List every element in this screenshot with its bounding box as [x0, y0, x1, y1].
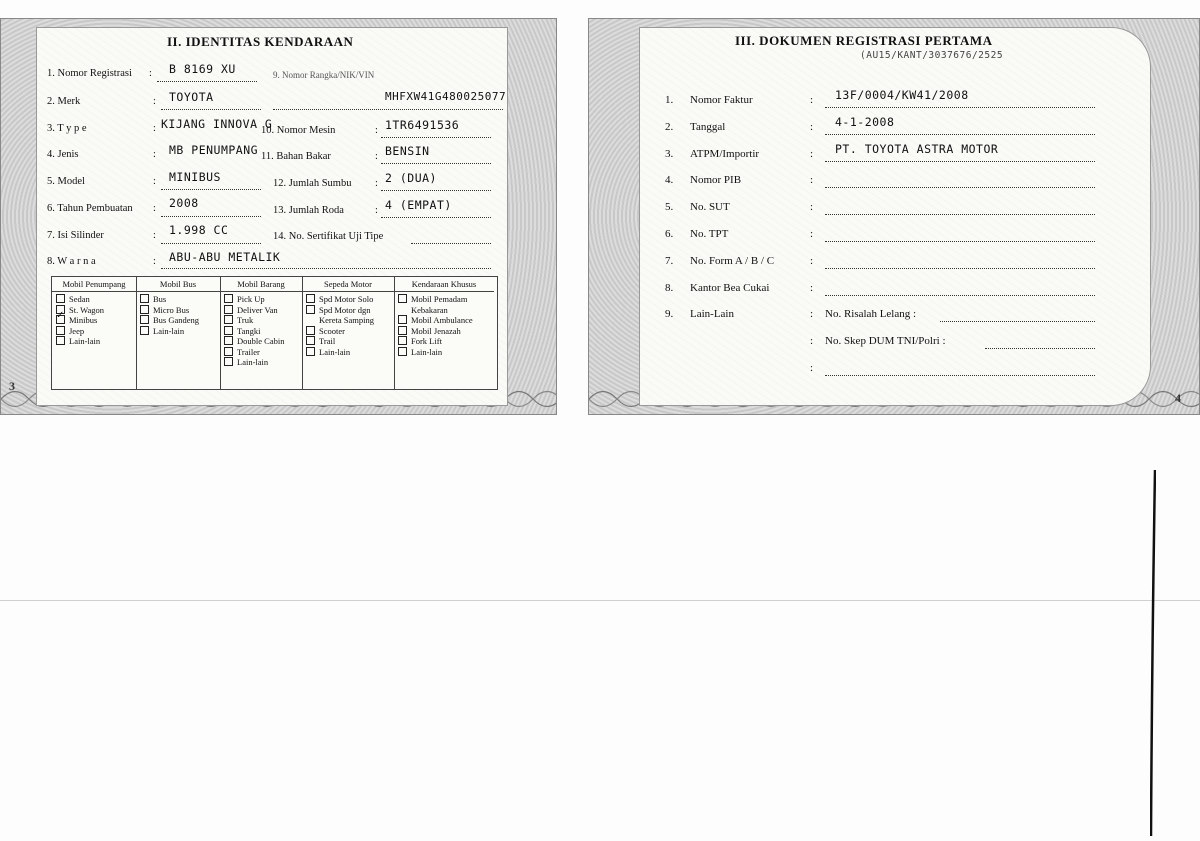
category-option	[220, 294, 302, 305]
category-option-label: Scooter	[319, 325, 345, 336]
field-label-warna: 8. W a r n a	[47, 256, 96, 267]
category-option	[220, 305, 302, 316]
colon: :	[810, 362, 814, 375]
dotted-line	[157, 81, 257, 82]
category-option-label: St. Wagon	[69, 304, 105, 315]
dotted-line	[381, 217, 491, 218]
category-header: Mobil Barang	[220, 277, 302, 292]
field-label-sertifikat-uji: 14. No. Sertifikat Uji Tipe	[273, 231, 384, 242]
category-option-label: Spd Motor Solo	[319, 294, 374, 304]
checkbox	[140, 294, 149, 303]
field-label-bahan-bakar: 11. Bahan Bakar	[261, 151, 331, 162]
category-option-label: Double Cabin	[237, 336, 285, 346]
colon: :	[810, 174, 814, 187]
colon: :	[810, 201, 814, 214]
risalah-lelang-label: No. Risalah Lelang :	[825, 308, 917, 321]
colon: :	[810, 335, 814, 348]
checkbox	[56, 326, 65, 335]
field-value-isi-silinder: 1.998 CC	[169, 223, 229, 237]
scan-artifact-line	[0, 600, 1200, 601]
page-number: 3	[9, 379, 15, 393]
dotted-line	[161, 109, 261, 110]
category-option	[302, 336, 394, 347]
category-option	[220, 336, 302, 347]
checkbox	[224, 305, 233, 314]
category-option	[302, 315, 394, 326]
field-label: No. Form A / B / C	[690, 254, 775, 267]
category-option-label: Trail	[319, 336, 336, 346]
field-label: No. SUT	[690, 201, 730, 214]
category-option	[394, 326, 494, 337]
category-option-label: Truk	[237, 315, 254, 325]
field-number: 6.	[665, 228, 674, 240]
colon: :	[153, 149, 156, 160]
stamp-code: (AU15/KANT/3037676/2525	[860, 50, 1004, 61]
field-number: 3.	[665, 147, 674, 160]
dotted-line	[825, 187, 1095, 188]
field-value-warna: ABU-ABU METALIK	[169, 250, 281, 264]
category-column	[220, 277, 303, 389]
dotted-line	[825, 375, 1095, 376]
category-option-label: Lain-lain	[237, 357, 269, 367]
colon: :	[153, 96, 156, 107]
field-label-type: 3. T y p e	[47, 123, 87, 134]
dotted-line	[940, 321, 1095, 322]
category-option	[52, 305, 136, 316]
field-value: 13F/0004/KW41/2008	[835, 88, 969, 102]
field-number: 1.	[665, 94, 674, 106]
dotted-line	[825, 241, 1095, 242]
category-option-label: Lain-lain	[411, 346, 443, 357]
field-number: 9.	[665, 308, 674, 321]
category-option-label: Mobil Ambulance	[411, 315, 473, 325]
field-value-nomor-registrasi: B 8169 XU	[169, 62, 236, 76]
dotted-line	[411, 243, 491, 244]
category-option-label: Kebakaran	[411, 304, 448, 315]
field-value-tahun-pembuatan: 2008	[169, 196, 199, 210]
category-header: Kendaraan Khusus	[394, 277, 494, 292]
category-option	[136, 326, 220, 337]
category-option	[302, 347, 394, 358]
category-option-label: Fork Lift	[411, 336, 442, 346]
field-label-nomor-registrasi: 1. Nomor Registrasi	[47, 68, 132, 79]
category-option-label: Minibus	[69, 315, 98, 325]
field-label-nomor-mesin: 10. Nomor Mesin	[261, 125, 336, 136]
colon: :	[810, 281, 814, 294]
category-option-label: Jeep	[69, 325, 85, 336]
colon: :	[149, 68, 152, 79]
field-value-bahan-bakar: BENSIN	[385, 144, 430, 158]
colon: :	[810, 228, 814, 240]
category-option	[302, 294, 394, 305]
vehicle-category-table	[51, 276, 498, 390]
category-option	[52, 315, 136, 326]
dotted-line	[825, 295, 1095, 296]
checkbox	[224, 336, 233, 345]
field-value-jenis: MB PENUMPANG	[169, 143, 259, 157]
identitas-form	[36, 27, 508, 406]
category-option	[52, 336, 136, 347]
dotted-line	[825, 107, 1095, 108]
category-option-label: Trailer	[237, 346, 260, 357]
category-option	[394, 294, 494, 305]
scan-edge-shadow	[1150, 470, 1156, 836]
checkbox	[306, 336, 315, 345]
field-value-type: KIJANG INNOVA G	[161, 117, 273, 131]
category-option	[394, 315, 494, 326]
category-header: Sepeda Motor	[302, 277, 394, 292]
field-label-jenis: 4. Jenis	[47, 149, 79, 160]
category-option	[302, 305, 394, 316]
identitas-kendaraan-page	[0, 18, 557, 415]
category-option	[136, 315, 220, 326]
dotted-line	[825, 134, 1095, 135]
field-number: 5.	[665, 201, 674, 214]
dokumen-form	[639, 27, 1151, 406]
colon: :	[810, 94, 814, 106]
checkbox-checked	[56, 315, 65, 324]
dotted-line	[985, 348, 1095, 349]
category-option-label: Deliver Van	[237, 304, 278, 315]
category-option	[394, 347, 494, 358]
colon: :	[375, 125, 378, 136]
category-option	[394, 305, 494, 316]
dotted-line	[381, 163, 491, 164]
checkbox	[224, 347, 233, 356]
dotted-line	[161, 189, 261, 190]
checkbox	[306, 326, 315, 335]
field-number: 8.	[665, 281, 674, 294]
category-option-label: Micro Bus	[153, 304, 190, 315]
field-label: Nomor Faktur	[690, 94, 753, 106]
checkbox	[306, 305, 315, 314]
field-value: 4-1-2008	[835, 114, 895, 129]
field-value-merk: TOYOTA	[169, 90, 214, 104]
dotted-line	[381, 190, 491, 191]
category-option-label: Lain-lain	[69, 336, 101, 346]
field-value-jumlah-sumbu: 2 (DUA)	[385, 171, 437, 185]
checkbox	[140, 305, 149, 314]
colon: :	[153, 176, 156, 187]
checkbox	[224, 294, 233, 303]
category-option	[394, 336, 494, 347]
page-number: 4	[1175, 391, 1181, 405]
colon: :	[153, 230, 156, 241]
colon: :	[810, 254, 814, 267]
field-number: 4.	[665, 174, 674, 187]
colon: :	[810, 308, 814, 321]
section-title: II. IDENTITAS KENDARAAN	[167, 34, 354, 49]
checkbox	[224, 326, 233, 335]
checkbox	[56, 336, 65, 345]
dotted-line	[161, 268, 491, 269]
colon: :	[810, 120, 814, 133]
category-option	[220, 315, 302, 326]
category-column	[302, 277, 395, 389]
field-value-nomor-mesin: 1TR6491536	[385, 118, 460, 132]
field-value-nomor-rangka: MHFXW41G480025077	[385, 90, 507, 103]
category-option-label: Lain-lain	[319, 346, 351, 357]
category-option	[136, 294, 220, 305]
category-option	[302, 326, 394, 337]
checkbox	[306, 347, 315, 356]
category-option-label: Mobil Pemadam	[411, 294, 468, 304]
field-label: ATPM/Importir	[690, 147, 760, 160]
checkbox	[398, 336, 407, 345]
field-label-model: 5. Model	[47, 176, 85, 187]
category-option-label: Bus Gandeng	[153, 315, 200, 325]
field-label: No. TPT	[690, 228, 729, 240]
category-column	[136, 277, 221, 389]
field-label-nomor-rangka: 9. Nomor Rangka/NIK/VIN	[273, 70, 375, 80]
skep-dum-label: No. Skep DUM TNI/Polri :	[825, 335, 946, 348]
field-number: 2.	[665, 120, 674, 133]
category-option-label: Sedan	[69, 294, 90, 304]
category-option	[220, 357, 302, 368]
checkbox	[224, 315, 233, 324]
colon: :	[375, 151, 378, 162]
dotted-line	[273, 109, 503, 110]
category-option-label: Lain-lain	[153, 325, 185, 336]
field-label: Nomor PIB	[690, 174, 742, 187]
field-label-isi-silinder: 7. Isi Silinder	[47, 230, 104, 241]
category-option-label: Kereta Samping	[319, 315, 374, 325]
field-value: PT. TOYOTA ASTRA MOTOR	[835, 141, 999, 156]
field-label: Lain-Lain	[690, 308, 734, 321]
category-header: Mobil Bus	[136, 277, 220, 292]
dotted-line	[381, 137, 491, 138]
category-header: Mobil Penumpang	[52, 277, 136, 292]
category-option	[52, 326, 136, 337]
dotted-line	[161, 216, 261, 217]
dotted-line	[161, 243, 261, 244]
checkbox	[398, 326, 407, 335]
checkbox	[398, 315, 407, 324]
field-label: Kantor Bea Cukai	[690, 281, 770, 294]
dotted-line	[825, 214, 1095, 215]
category-option-label: Pick Up	[237, 294, 265, 304]
colon: :	[375, 205, 378, 216]
checkbox	[398, 347, 407, 356]
field-value-jumlah-roda: 4 (EMPAT)	[385, 198, 452, 212]
colon: :	[153, 256, 156, 267]
checkbox	[398, 294, 407, 303]
category-option	[136, 305, 220, 316]
checkbox	[56, 294, 65, 303]
field-value-model: MINIBUS	[169, 170, 221, 184]
colon: :	[375, 178, 378, 189]
field-label: Tanggal	[690, 120, 726, 133]
category-option-label: Spd Motor dgn	[319, 304, 371, 315]
section-title: III. DOKUMEN REGISTRASI PERTAMA	[735, 33, 993, 48]
field-number: 7.	[665, 254, 674, 267]
checkbox	[224, 357, 233, 366]
category-option-label: Tangki	[237, 325, 261, 336]
category-column	[52, 277, 137, 389]
category-option-label: Mobil Jenazah	[411, 325, 461, 336]
field-label-jumlah-roda: 13. Jumlah Roda	[273, 205, 344, 216]
colon: :	[810, 147, 814, 160]
dotted-line	[825, 161, 1095, 162]
category-option	[52, 294, 136, 305]
checkbox	[140, 315, 149, 324]
field-label-jumlah-sumbu: 12. Jumlah Sumbu	[273, 178, 352, 189]
dotted-line	[825, 268, 1095, 269]
category-option-label: Bus	[153, 294, 167, 304]
checkbox	[140, 326, 149, 335]
category-option	[220, 326, 302, 337]
checkbox	[306, 294, 315, 303]
category-option	[220, 347, 302, 358]
dokumen-registrasi-page	[588, 18, 1200, 415]
category-column	[394, 277, 494, 389]
colon: :	[153, 123, 156, 134]
field-label-tahun-pembuatan: 6. Tahun Pembuatan	[47, 203, 133, 214]
colon: :	[153, 203, 156, 214]
field-label-merk: 2. Merk	[47, 96, 81, 107]
